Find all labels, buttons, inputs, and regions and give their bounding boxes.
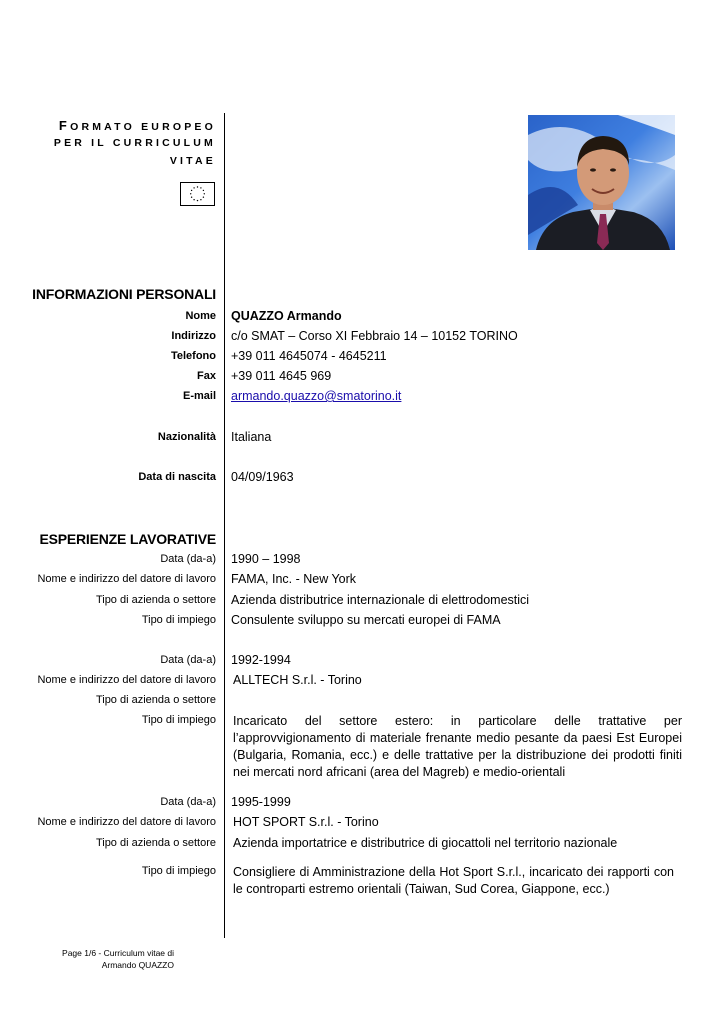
job-2-role-label: Tipo di impiego [141, 714, 216, 726]
format-title-line-2: PER IL CURRICULUM [53, 137, 216, 149]
value-nome: QUAZZO Armando [231, 309, 342, 323]
job-1-date-label: Data (da-a) [160, 553, 216, 565]
email-link[interactable]: armando.quazzo@smatorino.it [231, 389, 402, 403]
job-1-employer-label: Nome e indirizzo del datore di lavoro [37, 573, 216, 585]
label-nome: Nome [185, 310, 216, 322]
value-telefono: +39 011 4645074 - 4645211 [231, 349, 387, 363]
label-nazionalita: Nazionalità [157, 431, 216, 443]
job-3-date: 1995-1999 [231, 795, 291, 809]
job-3-employer: HOT SPORT S.r.l. - Torino [233, 815, 379, 829]
value-indirizzo: c/o SMAT – Corso XI Febbraio 14 – 10152 TORINO [231, 329, 518, 343]
job-3-role: Consigliere di Amministrazione della Hot Sport S.r.l., incaricato dei rapporti con le controparti estremo orientali (Taiwan, Sud Corea, Giappone, ecc.) [233, 865, 674, 896]
portrait-photo [528, 115, 675, 250]
job-1-employer: FAMA, Inc. - New York [231, 572, 357, 586]
job-1-role-label: Tipo di impiego [141, 614, 216, 626]
job-3-sector: Azienda importatrice e distributrice di giocattoli nel territorio nazionale [233, 836, 618, 850]
footer-line-1: Page 1/6 - Curriculum vitae di [62, 948, 174, 958]
job-1-role: Consulente sviluppo su mercati europei di FAMA [231, 613, 501, 627]
value-data-nascita: 04/09/1963 [231, 470, 294, 484]
label-email: E-mail [182, 390, 216, 402]
label-data-nascita: Data di nascita [138, 471, 216, 483]
job-3-sector-label: Tipo di azienda o settore [95, 837, 216, 849]
job-2-date-label: Data (da-a) [160, 654, 216, 666]
job-2-employer-label: Nome e indirizzo del datore di lavoro [37, 674, 216, 686]
job-2-date: 1992-1994 [231, 653, 291, 667]
value-nazionalita: Italiana [231, 430, 272, 444]
job-2-role: Incaricato del settore estero: in particolare delle trattative per l’approvvigionamento di materiale frenante medio pesante da paesi Est Europei (Bulgaria, Romania, ecc.) e delle trattative per la distribuzione dei prodotti finiti nei mercati nord africani (area del Magreb) e medio-orientali [233, 714, 682, 779]
column-divider [224, 113, 225, 938]
format-title-line-1: FORMATO EUROPEO [58, 118, 216, 133]
footer-line-2: Armando QUAZZO [101, 960, 174, 970]
job-3-role-label: Tipo di impiego [141, 865, 216, 877]
section-title-personal: INFORMAZIONI PERSONALI [32, 286, 216, 302]
job-3-employer-label: Nome e indirizzo del datore di lavoro [37, 816, 216, 828]
job-2-sector-label: Tipo di azienda o settore [95, 694, 216, 706]
value-fax: +39 011 4645 969 [231, 369, 332, 383]
job-1-sector: Azienda distributrice internazionale di elettrodomestici [231, 593, 530, 607]
job-3-date-label: Data (da-a) [160, 796, 216, 808]
job-1-date: 1990 – 1998 [231, 552, 301, 566]
section-title-work: ESPERIENZE LAVORATIVE [39, 531, 216, 547]
job-1-sector-label: Tipo di azienda o settore [95, 594, 216, 606]
eu-flag-icon [180, 182, 215, 206]
label-fax: Fax [197, 370, 216, 382]
job-2-employer: ALLTECH S.r.l. - Torino [233, 673, 362, 687]
page-footer [62, 947, 174, 971]
label-telefono: Telefono [170, 350, 216, 362]
label-indirizzo: Indirizzo [171, 330, 216, 342]
format-title-line-3: VITAE [169, 155, 216, 167]
